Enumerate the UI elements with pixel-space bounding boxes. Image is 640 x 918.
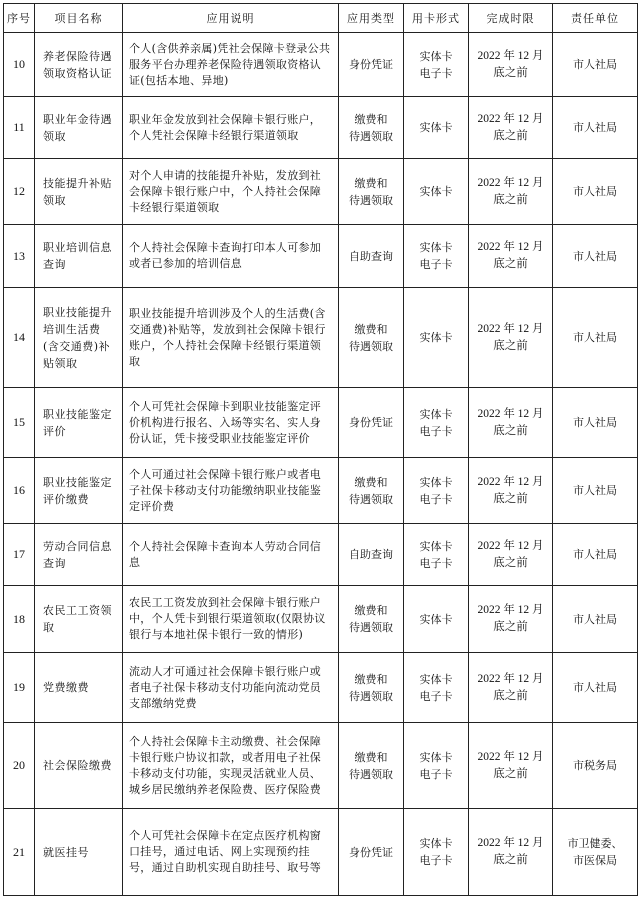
item-name: 就医挂号 [35,809,123,896]
responsible-unit [553,723,638,809]
card-form [404,288,469,388]
deadline [469,97,553,159]
application-type [339,586,404,653]
deadline-line: 2022 年 12 月 [477,837,544,849]
responsible-unit [553,653,638,723]
card-form-line: 电子卡 [419,424,453,438]
deadline [469,33,553,97]
card-form-line: 电子卡 [419,689,453,703]
deadline-line: 底之前 [493,767,528,780]
item-name: 农民工工资领取 [35,586,123,653]
table-row [4,524,638,586]
deadline-line: 2022 年 12 月 [477,322,544,335]
row-number: 17 [4,524,35,586]
application-type-line: 待遇领取 [349,492,393,506]
row-number: 10 [4,33,35,97]
application-type [339,524,404,586]
deadline-line: 底之前 [493,854,528,866]
deadline-line: 2022 年 12 月 [477,49,544,62]
application-type [339,225,404,288]
row-number: 21 [4,809,35,896]
application-type [339,723,404,809]
responsible-unit-line: 市人社局 [573,121,617,134]
card-form-line: 实体卡 [419,49,453,63]
application-type-line: 自助查询 [349,548,393,561]
row-number: 15 [4,388,35,458]
deadline [469,458,553,524]
table-row [4,586,638,653]
responsible-unit [553,524,638,586]
item-name: 党费缴费 [35,653,123,723]
item-name: 职业技能鉴定评价缴费 [35,458,123,524]
deadline-line: 底之前 [493,621,528,633]
item-description: 职业年金发放到社会保障卡银行账户，个人凭社会保障卡经银行渠道领取 [123,97,339,159]
deadline [469,159,553,225]
table-row [4,809,638,896]
card-form-line: 实体卡 [419,331,453,344]
item-description: 个人可凭社会保障卡在定点医疗机构窗口挂号，通过电话、网上实现预约挂号，通过自助机实现自助挂号、取号等 [123,809,339,896]
card-form [404,586,469,653]
item-description: 个人持社会保障卡查询打印本人可参加或者已参加的培训信息 [123,225,339,288]
item-description: 个人(含供养亲属)凭社会保障卡登录公共服务平台办理养老保险待遇领取资格认证(包括本地、异地) [123,33,339,97]
application-type-line: 缴费和 [354,112,388,126]
deadline-line: 2022 年 12 月 [477,176,544,189]
deadline-line: 底之前 [493,339,528,352]
application-type [339,159,404,225]
deadline-line: 底之前 [493,129,528,142]
responsible-unit-line: 市人社局 [573,681,617,694]
application-type-line: 待遇领取 [349,767,393,781]
deadline-line: 底之前 [493,258,528,270]
row-number: 11 [4,97,35,159]
deadline-line: 2022 年 12 月 [477,241,544,253]
responsible-unit [553,225,638,288]
card-form-line: 电子卡 [419,258,453,271]
card-form-line: 电子卡 [419,767,453,781]
card-form [404,33,469,97]
application-type-line: 待遇领取 [349,339,393,353]
table-row [4,33,638,97]
header-unit: 责任单位 [553,4,638,33]
card-form-line: 实体卡 [419,539,453,553]
item-name: 职业培训信息查询 [35,225,123,288]
item-description: 个人持社会保障卡查询本人劳动合同信息 [123,524,339,586]
table-row [4,225,638,288]
item-name: 职业年金待遇领取 [35,97,123,159]
responsible-unit-line: 市人社局 [573,548,617,561]
item-description: 流动人才可通过社会保障卡银行账户或者电子社保卡移动支付功能向流动党员支部缴纳党费 [123,653,339,723]
item-name: 职业技能鉴定评价 [35,388,123,458]
responsible-unit [553,288,638,388]
deadline [469,723,553,809]
responsible-unit [553,97,638,159]
responsible-unit [553,159,638,225]
application-type [339,33,404,97]
service-table [3,3,638,896]
deadline-line: 2022 年 12 月 [477,407,544,420]
card-form-line: 电子卡 [419,556,453,570]
deadline [469,653,553,723]
responsible-unit-line: 市医保局 [573,854,617,867]
card-form-line: 实体卡 [419,407,453,421]
responsible-unit-line: 市人社局 [573,185,617,198]
deadline-line: 2022 年 12 月 [477,112,544,125]
card-form-line: 实体卡 [419,612,453,626]
application-type [339,458,404,524]
responsible-unit-line: 市人社局 [573,416,617,429]
deadline [469,388,553,458]
card-form [404,723,469,809]
card-form [404,388,469,458]
item-name: 技能提升补贴领取 [35,159,123,225]
header-row [4,4,638,33]
deadline-line: 底之前 [493,689,528,702]
table-row [4,388,638,458]
table-row [4,159,638,225]
card-form [404,458,469,524]
item-description: 个人持社会保障卡主动缴费、社会保障卡银行账户协议扣款，或者用电子社保卡移动支付功能，实现灵活就业人员、城乡居民缴纳养老保险费、医疗保险费 [123,723,339,809]
responsible-unit-line: 市人社局 [573,484,617,497]
header-seq: 序号 [4,4,35,33]
application-type [339,388,404,458]
table-row [4,288,638,388]
application-type-line: 待遇领取 [349,129,393,143]
responsible-unit [553,33,638,97]
row-number: 19 [4,653,35,723]
responsible-unit [553,388,638,458]
application-type-line: 身份凭证 [349,845,393,859]
item-name: 养老保险待遇领取资格认证 [35,33,123,97]
deadline [469,524,553,586]
header-desc: 应用说明 [123,4,339,33]
responsible-unit-line: 市人社局 [573,58,617,71]
header-name: 项目名称 [35,4,123,33]
responsible-unit [553,586,638,653]
item-description: 职业技能提升培训涉及个人的生活费(含交通费)补贴等，发放到社会保障卡银行账户，个人持社会保障卡经银行渠道领取 [123,288,339,388]
application-type-line: 缴费和 [354,322,388,336]
application-type [339,288,404,388]
deadline-line: 2022 年 12 月 [477,475,544,488]
application-type-line: 待遇领取 [349,193,393,207]
deadline [469,809,553,896]
item-name: 劳动合同信息查询 [35,524,123,586]
responsible-unit-line: 市人社局 [573,612,617,626]
card-form-line: 实体卡 [419,672,453,686]
card-form [404,524,469,586]
application-type-line: 缴费和 [354,475,388,489]
application-type-line: 身份凭证 [349,416,393,429]
table-row [4,653,638,723]
responsible-unit-line: 市税务局 [573,759,617,772]
deadline-line: 底之前 [493,492,528,505]
card-form-line: 实体卡 [419,750,453,764]
header-form: 用卡形式 [404,4,469,33]
card-form-line: 实体卡 [419,241,453,254]
application-type-line: 缴费和 [354,176,388,190]
item-name: 社会保险缴费 [35,723,123,809]
application-type [339,653,404,723]
application-type-line: 自助查询 [349,249,393,263]
application-type-line: 缴费和 [354,604,388,617]
responsible-unit [553,458,638,524]
item-description: 农民工工资发放到社会保障卡银行账户中，个人凭卡到银行渠道领取(仅限协议银行与本地社保卡银行一致的情形) [123,586,339,653]
card-form-line: 电子卡 [419,854,453,867]
deadline-line: 2022 年 12 月 [477,604,544,616]
row-number: 13 [4,225,35,288]
item-description: 个人可通过社会保障卡银行账户或者电子社保卡移动支付功能缴纳职业技能鉴定评价费 [123,458,339,524]
responsible-unit-line: 市卫健委、 [567,837,623,850]
card-form-line: 实体卡 [419,475,453,489]
deadline [469,586,553,653]
application-type [339,809,404,896]
header-deadline: 完成时限 [469,4,553,33]
row-number: 20 [4,723,35,809]
card-form-line: 实体卡 [419,837,453,850]
responsible-unit-line: 市人社局 [573,331,617,344]
responsible-unit-line: 市人社局 [573,249,617,263]
card-form [404,225,469,288]
row-number: 16 [4,458,35,524]
table-row [4,458,638,524]
application-type-line: 缴费和 [354,672,388,686]
deadline-line: 底之前 [493,556,528,569]
application-type-line: 待遇领取 [349,621,393,634]
row-number: 12 [4,159,35,225]
deadline-line: 2022 年 12 月 [477,750,544,763]
card-form-line: 实体卡 [419,121,453,134]
header-type: 应用类型 [339,4,404,33]
deadline-line: 底之前 [493,424,528,437]
item-name: 职业技能提升培训生活费(含交通费)补贴领取 [35,288,123,388]
card-form [404,97,469,159]
deadline [469,288,553,388]
card-form-line: 实体卡 [419,185,453,198]
card-form [404,809,469,896]
row-number: 14 [4,288,35,388]
deadline-line: 底之前 [493,66,528,79]
card-form [404,653,469,723]
card-form [404,159,469,225]
table-row [4,723,638,809]
deadline-line: 底之前 [493,193,528,206]
responsible-unit [553,809,638,896]
card-form-line: 电子卡 [419,66,453,80]
deadline [469,225,553,288]
item-description: 对个人申请的技能提升补贴，发放到社会保障卡银行账户中，个人持社会保障卡经银行渠道领取 [123,159,339,225]
deadline-line: 2022 年 12 月 [477,672,544,685]
application-type-line: 身份凭证 [349,58,393,71]
card-form-line: 电子卡 [419,492,453,506]
row-number: 18 [4,586,35,653]
item-description: 个人可凭社会保障卡到职业技能鉴定评价机构进行报名、入场等实名、实人身份认证，凭卡接受职业技能鉴定评价 [123,388,339,458]
application-type-line: 待遇领取 [349,689,393,703]
application-type [339,97,404,159]
table-row [4,97,638,159]
application-type-line: 缴费和 [354,750,388,764]
deadline-line: 2022 年 12 月 [477,539,544,552]
